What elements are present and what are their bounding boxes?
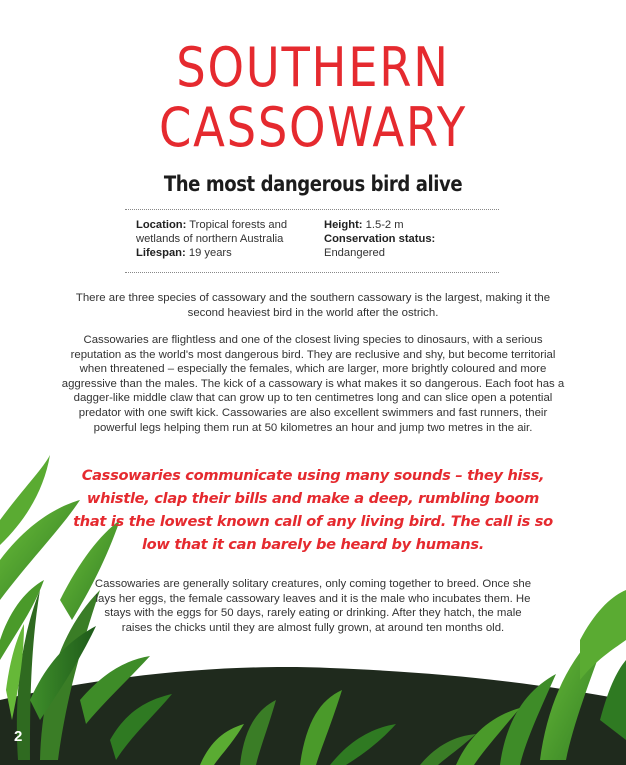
intro-paragraph: There are three species of cassowary and the southern cassowary is the largest, making it the second heaviest bird in the world after the ostrich. <box>75 292 551 319</box>
facts-top-divider <box>125 209 499 210</box>
lifespan-label: Lifespan: <box>136 247 186 259</box>
conservation-value: Endangered <box>324 247 385 259</box>
facts-right-column <box>324 218 494 260</box>
height-label: Height: <box>324 219 363 231</box>
facts-left-column <box>136 218 306 260</box>
page-title-line-1: SOUTHERN <box>176 36 450 99</box>
location-label: Location: <box>136 219 187 231</box>
page-title-line-2: CASSOWARY <box>158 96 467 159</box>
lifespan-value: 19 years <box>185 247 232 259</box>
closing-paragraph: Cassowaries are generally solitary creatures, only coming together to breed. Once she lays her eggs, the female cassowary leaves and it is the male who incubates them. He stays with the eggs for 50 days, rarely eating or drinking. After they hatch, the male raises the chicks until they are almost fully grown, at around ten months old. <box>94 578 532 634</box>
location-fact <box>136 218 306 246</box>
height-fact <box>324 218 494 232</box>
page-number: 2 <box>14 728 23 745</box>
location-value: Tropical forests and wetlands of northern Australia <box>136 219 288 245</box>
conservation-label: Conservation status: <box>324 233 436 245</box>
lifespan-fact <box>136 246 306 260</box>
height-value: 1.5-2 m <box>362 219 404 231</box>
conservation-fact <box>324 232 494 260</box>
highlight-quote: Cassowaries communicate using many sounds – they hiss, whistle, clap their bills and make a deep, rumbling boom that is the lowest known call of any living bird. The call is so low that it can barely be heard by humans. <box>73 467 553 553</box>
page-subtitle: The most dangerous bird alive <box>163 172 463 196</box>
facts-bottom-divider <box>125 272 499 273</box>
body-paragraph: Cassowaries are flightless and one of the closest living species to dinosaurs, with a serious reputation as the world's most dangerous bird. They are reclusive and shy, but become territorial when threatened – especially the females, which are larger, more brightly coloured and more aggressive than the males. The kick of a cassowary is what makes it so dangerous. Each foot has a dagger-like middle claw that can grow up to ten centimetres long and can slice open a potential predator with one swift kick. Cassowaries are also excellent swimmers and fast runners, their powerful legs helping them run at 50 kilometres an hour and jump two metres in the air. <box>61 334 565 434</box>
